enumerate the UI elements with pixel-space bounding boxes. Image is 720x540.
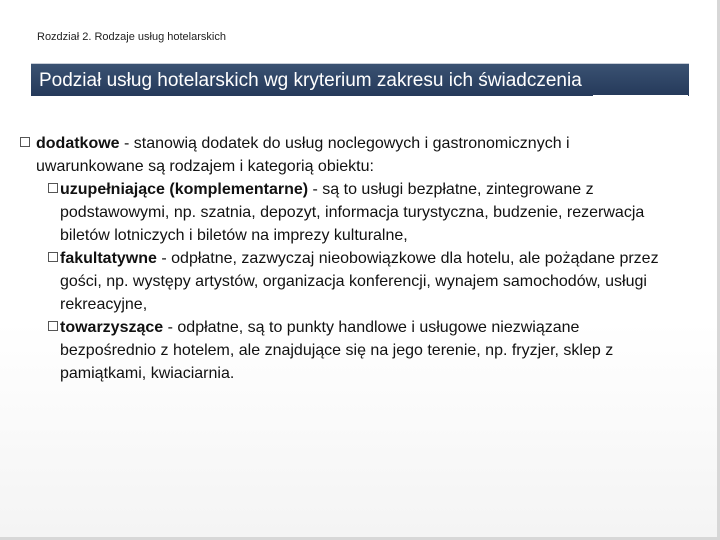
list-item-fakultatywne bbox=[19, 247, 679, 316]
definition-uzupelniajace: - są to usługi bezpłatne, zintegrowane z podstawowymi, np. szatnia, depozyt, informacja turystyczna, budzenie, rezerwacja biletów lotniczych i biletów na imprezy kulturalne, bbox=[60, 181, 645, 244]
list-item-dodatkowe bbox=[19, 132, 679, 178]
term-uzupelniajace: uzupełniające (komplementarne) bbox=[60, 181, 309, 198]
checkbox-bullet-icon bbox=[48, 183, 58, 193]
chapter-label: Rozdział 2. Rodzaje usług hotelarskich bbox=[37, 31, 226, 43]
checkbox-bullet-icon bbox=[48, 321, 58, 331]
page-title: Podział usług hotelarskich wg kryterium zakresu ich świadczenia bbox=[39, 70, 582, 91]
title-underline bbox=[593, 95, 688, 97]
term-dodatkowe: dodatkowe bbox=[36, 135, 120, 152]
checkbox-bullet-icon bbox=[48, 252, 58, 262]
list-item-towarzyszace bbox=[19, 316, 679, 385]
list-item-uzupelniajace bbox=[19, 178, 679, 247]
definition-towarzyszace: - odpłatne, są to punkty handlowe i usługowe niezwiązane bezpośrednio z hotelem, ale znajdujące się na jego terenie, np. fryzjer, sklep z pamiątkami, kwiaciarnia. bbox=[60, 319, 614, 382]
term-towarzyszace: towarzyszące bbox=[60, 319, 164, 336]
checkbox-bullet-icon bbox=[20, 137, 30, 147]
definition-fakultatywne: - odpłatne, zazwyczaj nieobowiązkowe dla hotelu, ale pożądane przez gości, np. występy artystów, organizacja konferencji, wynajem samochodów, usługi rekreacyjne, bbox=[60, 250, 659, 313]
content-body bbox=[19, 132, 679, 385]
definition-dodatkowe: - stanowią dodatek do usług noclegowych i gastronomicznych i uwarunkowane są rodzajem i kategorią obiektu: bbox=[36, 135, 570, 175]
term-fakultatywne: fakultatywne bbox=[60, 250, 157, 267]
title-bar bbox=[31, 63, 689, 96]
